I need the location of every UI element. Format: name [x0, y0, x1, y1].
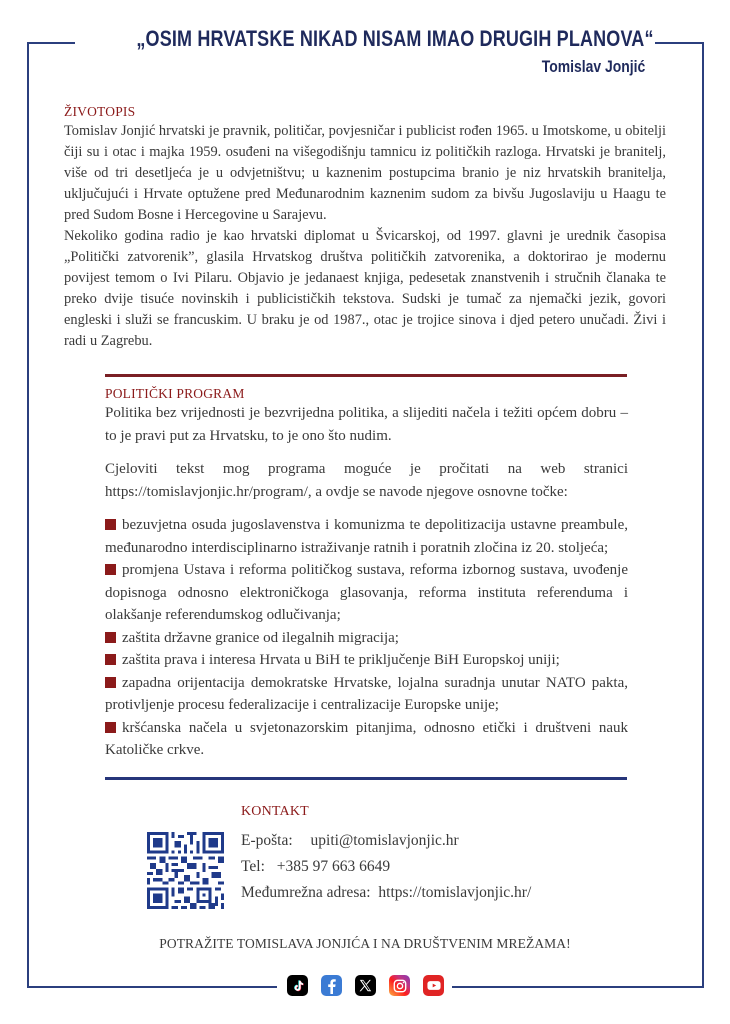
author-name: Tomislav Jonjić [541, 57, 645, 76]
program-point: kršćanska načela u svjetonazorskim pitanjima, odnosno etički i društveni nauk Katoličke crkve. [105, 719, 628, 758]
email-label: E-pošta: [241, 832, 293, 849]
contact-heading: KONTAKT [241, 804, 309, 819]
frame-border-top-left [27, 42, 75, 44]
program-point: promjena Ustava i reforma političkog sustava, reforma izbornog sustava, uvođenje dopisnoga odnosno elektroničkoga glasovanja, reforma instituta referenduma i olakšanje referendumskog odlučivanja; [105, 562, 628, 623]
frame-border-left [27, 42, 29, 988]
program-point: bezuvjetna osuda jugoslavenstva i komunizma te depolitizacija ustavne preambule, međunarodno interdisciplinarno istraživanje ratnih i poratnih zločina iz 20. stoljeća; [105, 517, 628, 556]
frame-border-right [702, 42, 704, 988]
phone-link[interactable]: +385 97 663 6649 [276, 858, 391, 875]
square-bullet-icon [105, 677, 116, 688]
square-bullet-icon [105, 632, 116, 643]
website-link[interactable]: https://tomislavjonjic.hr/ [378, 884, 532, 901]
youtube-icon[interactable] [423, 975, 444, 996]
social-icons-row [287, 975, 444, 996]
contact-email-row [241, 828, 531, 854]
program-point: zaštita državne granice od ilegalnih migracija; [105, 627, 628, 650]
tiktok-icon[interactable] [287, 975, 308, 996]
square-bullet-icon [105, 722, 116, 733]
program-intro: Politika bez vrijednosti je bezvrijedna politika, a slijediti načela i težiti općem dobru – to je pravi put za Hrvatsku, to je ono što nudim. [105, 405, 628, 444]
biography-paragraph: Nekoliko godina radio je kao hrvatski diplomat u Švicarskoj, od 1997. glavni je urednik časopisa „Politički zatvorenik”, glasila Hrvatskog društva političkih zatvorenika, a doktorirao je modernu povijest temom o Ivi Pilaru. Objavio je jedanaest knjiga, pedesetak znanstvenih i stručnih članaka te preko dvije tisuće novinskih i publicističkih tekstova. Sudski je tumač za njemački jezik, govori engleski i služi se francuskim. U braku je od 1987., otac je trojice sinova i djed petero unučadi. Živi i radi u Zagrebu. [64, 228, 666, 349]
square-bullet-icon [105, 564, 116, 575]
contact-web-row [241, 880, 531, 906]
biography-paragraph: Tomislav Jonjić hrvatski je pravnik, političar, povjesničar i publicist rođen 1965. u Imotskome, u obitelji čiji su i otac i majka 1959. osuđeni na višegodišnju tamnicu iz političkih razloga. Hrvatski je branitelj, više od tri desetljeća je u odvjetništvu; u kaznenim postupcima branio je niz hrvatskih branitelja, uključujući i Hrvate optužene pred Međunarodnim kaznenim sudom za bivšu Jugoslaviju u Haagu te pred Sudom Bosne i Hercegovine u Sarajevu. [64, 123, 666, 223]
square-bullet-icon [105, 519, 116, 530]
web-label: Međumrežna adresa: [241, 884, 371, 901]
social-call-to-action: POTRAŽITE TOMISLAVA JONJIĆA I NA DRUŠTVENIM MREŽAMA! [159, 936, 571, 951]
biography-heading: ŽIVOTOPIS [64, 104, 136, 119]
instagram-icon[interactable] [389, 975, 410, 996]
x-icon[interactable] [355, 975, 376, 996]
program-point: zapadna orijentacija demokratske Hrvatske, lojalna suradnja unutar NATO pakta, protivljenje procesu federalizacije i centralizacije Europske unije; [105, 674, 628, 713]
program-points-list [105, 514, 628, 762]
frame-border-bottom-left [27, 986, 277, 988]
section-divider-red [105, 374, 627, 377]
program-full-text-note: Cjeloviti tekst mog programa moguće je pročitati na web stranici https://tomislavjonjic.hr/program/, a ovdje se navode njegove osnovne točke: [105, 461, 628, 500]
program-section [105, 386, 628, 762]
contact-section [241, 804, 531, 906]
page-title: „OSIM HRVATSKE NIKAD NISAM IMAO DRUGIH PLANOVA“ [136, 26, 654, 51]
frame-border-bottom-right [452, 986, 704, 988]
contact-phone-row [241, 854, 531, 880]
qr-code-icon[interactable] [147, 832, 224, 909]
section-divider-blue [105, 777, 627, 780]
facebook-icon[interactable] [321, 975, 342, 996]
biography-section [64, 104, 666, 352]
email-link[interactable]: upiti@tomislavjonjic.hr [310, 832, 459, 849]
phone-label: Tel: [241, 858, 265, 875]
program-heading: POLITIČKI PROGRAM [105, 386, 245, 401]
program-point: zaštita prava i interesa Hrvata u BiH te priključenje BiH Europskoj uniji; [105, 649, 628, 672]
frame-border-top-right [655, 42, 704, 44]
square-bullet-icon [105, 654, 116, 665]
